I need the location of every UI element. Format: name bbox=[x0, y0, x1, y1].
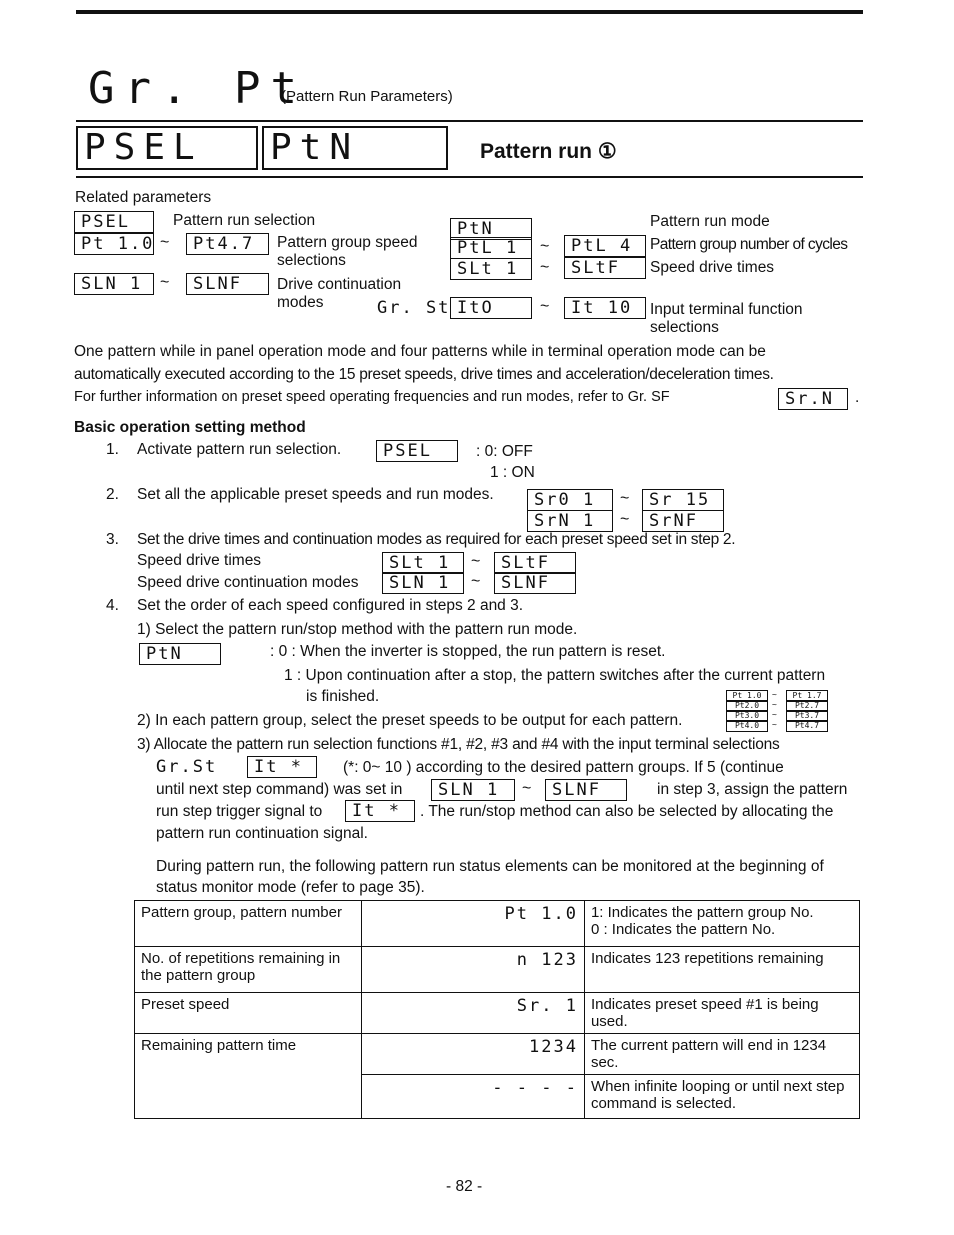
tilde: ~ bbox=[522, 780, 532, 797]
step-4-1-c: is finished. bbox=[306, 688, 380, 705]
table-cell-code: Sr. 1 bbox=[361, 993, 584, 1034]
code-it-star-2: It * bbox=[345, 800, 415, 822]
tilde: ~ bbox=[540, 298, 550, 315]
table-cell-item: Pattern group, pattern number bbox=[135, 901, 362, 947]
code-srn: Sr.N bbox=[778, 388, 848, 410]
table-cell-code: 1234 bbox=[361, 1034, 584, 1075]
code-slt1-step3: SLt 1 bbox=[382, 552, 464, 574]
code-psel: PSEL bbox=[74, 211, 154, 233]
step-1: Activate pattern run selection. bbox=[137, 441, 342, 458]
table-row bbox=[135, 1034, 860, 1075]
code-pt30-small: Pt3.0 bbox=[726, 710, 768, 722]
label-selections-2: selections bbox=[650, 319, 719, 336]
code-slnf: SLNF bbox=[186, 273, 269, 295]
step-1-num: 1. bbox=[106, 441, 119, 458]
step-2: Set all the applicable preset speeds and run modes. bbox=[137, 486, 494, 503]
step-4-num: 4. bbox=[106, 597, 119, 614]
monitor-intro-1: During pattern run, the following pattern run status elements can be monitored at the beginning of bbox=[156, 858, 824, 875]
step-4-1-b: 1 : Upon continuation after a stop, the pattern switches after the current pattern bbox=[284, 667, 826, 684]
label-drive-continuation: Drive continuation bbox=[277, 276, 402, 293]
table-cell-desc: Indicates preset speed #1 is being used. bbox=[584, 993, 859, 1034]
tilde: ~ bbox=[772, 710, 777, 719]
step-4-1: 1) Select the pattern run/stop method with the pattern run mode. bbox=[137, 621, 578, 638]
tilde: ~ bbox=[160, 234, 170, 251]
desc-line: 1: Indicates the pattern group No. bbox=[590, 904, 814, 921]
intro-line-1: One pattern while in panel operation mode and four patterns while in terminal operation mode can be bbox=[74, 343, 766, 360]
step-4-3-b: until next step command) was set in bbox=[156, 781, 403, 798]
tilde: ~ bbox=[540, 238, 550, 255]
tilde: ~ bbox=[471, 553, 481, 570]
table-row bbox=[135, 901, 860, 947]
code-sr15: Sr 15 bbox=[642, 489, 724, 511]
label-input-terminal-function: Input terminal function bbox=[650, 301, 803, 318]
step-4-3-e: . The run/stop method can also be selected by allocating the bbox=[420, 803, 834, 820]
tilde: ~ bbox=[772, 700, 777, 709]
code-sltf: SLtF bbox=[564, 257, 646, 279]
page-number: - 82 - bbox=[446, 1178, 483, 1195]
tilde: ~ bbox=[620, 490, 630, 507]
code-it-star: It * bbox=[247, 756, 317, 778]
code-ptn: PtN bbox=[450, 218, 532, 240]
table-cell-item: Remaining pattern time bbox=[135, 1034, 362, 1119]
param-code-ptn: PtN bbox=[262, 126, 448, 170]
intro-line-3: For further information on preset speed operating frequencies and run modes, refer to Gr. SF bbox=[74, 389, 670, 405]
step-4-3: 3) Allocate the pattern run selection functions #1, #2, #3 and #4 with the input terminal selections bbox=[137, 736, 780, 753]
label-pattern-run-mode: Pattern run mode bbox=[650, 213, 770, 230]
intro-line-2: automatically executed according to the 15 preset speeds, drive times and acceleration/deceleration times. bbox=[74, 366, 774, 383]
step-3a: Speed drive times bbox=[137, 552, 262, 569]
code-slnf-step4: SLNF bbox=[545, 779, 627, 801]
basic-heading: Basic operation setting method bbox=[74, 419, 306, 436]
tilde: ~ bbox=[772, 690, 777, 699]
label-pattern-group-speed: Pattern group speed bbox=[277, 234, 418, 251]
table-cell-code: - - - - bbox=[361, 1075, 584, 1119]
code-pt47-small: Pt4.7 bbox=[786, 720, 828, 732]
code-pt47: Pt4.7 bbox=[186, 233, 269, 255]
code-slt1: SLt 1 bbox=[450, 258, 532, 280]
related-heading: Related parameters bbox=[75, 189, 212, 206]
label-pattern-group-cycles: Pattern group number of cycles bbox=[650, 236, 848, 253]
code-sr01: Sr0 1 bbox=[527, 489, 613, 511]
code-ptl1: PtL 1 bbox=[450, 237, 532, 259]
code-pt37-small: Pt3.7 bbox=[786, 710, 828, 722]
tilde: ~ bbox=[620, 511, 630, 528]
step-3-num: 3. bbox=[106, 531, 119, 548]
pattern-code-grid bbox=[726, 690, 830, 732]
step-4-3-f: pattern run continuation signal. bbox=[156, 825, 368, 842]
code-pt27-small: Pt2.7 bbox=[786, 700, 828, 712]
step-4-3-a: (*: 0~ 10 ) according to the desired pattern groups. If 5 (continue bbox=[343, 759, 784, 776]
monitor-intro-2: status monitor mode (refer to page 35). bbox=[156, 879, 425, 896]
code-ptn-step4: PtN bbox=[139, 643, 221, 665]
step-1-on: 1 : ON bbox=[490, 464, 535, 481]
code-ptl4: PtL 4 bbox=[564, 235, 646, 257]
code-pt10-small: Pt 1.0 bbox=[726, 690, 768, 702]
label-selections-1: selections bbox=[277, 252, 346, 269]
table-cell-desc bbox=[584, 901, 859, 947]
code-pt40-small: Pt4.0 bbox=[726, 720, 768, 732]
tilde: ~ bbox=[160, 274, 170, 291]
code-sln1: SLN 1 bbox=[74, 273, 154, 295]
group-code: Gr. Pt bbox=[88, 63, 307, 114]
param-code-psel: PSEL bbox=[76, 126, 258, 170]
code-pt10: Pt 1.0 bbox=[74, 233, 154, 255]
header-rule bbox=[76, 120, 863, 122]
step-4-3-d: run step trigger signal to bbox=[156, 803, 323, 820]
code-it0: ItO bbox=[450, 297, 532, 319]
step-3b: Speed drive continuation modes bbox=[137, 574, 359, 591]
code-srnf: SrNF bbox=[642, 510, 724, 532]
table-cell-code: Pt 1.0 bbox=[361, 901, 584, 947]
tilde: ~ bbox=[471, 573, 481, 590]
table-row bbox=[135, 947, 860, 993]
step-2-num: 2. bbox=[106, 486, 119, 503]
code-srn1: SrN 1 bbox=[527, 510, 613, 532]
code-pt20-small: Pt2.0 bbox=[726, 700, 768, 712]
table-cell-desc: Indicates 123 repetitions remaining bbox=[584, 947, 859, 993]
code-sln1-step3: SLN 1 bbox=[382, 572, 464, 594]
step-1-off: : 0: OFF bbox=[476, 443, 533, 460]
page-title: Pattern run ① bbox=[480, 140, 617, 163]
tilde: ~ bbox=[540, 259, 550, 276]
code-sltf-step3: SLtF bbox=[494, 552, 576, 574]
table-cell-item: No. of repetitions remaining in the pattern group bbox=[135, 947, 362, 993]
code-pt17-small: Pt 1.7 bbox=[786, 690, 828, 702]
desc-line: 0 : Indicates the pattern No. bbox=[590, 921, 776, 938]
intro-end: . bbox=[855, 389, 860, 406]
label-speed-drive-times: Speed drive times bbox=[650, 259, 775, 276]
prefix-grst: Gr. St bbox=[377, 298, 451, 318]
label-modes: modes bbox=[277, 294, 324, 311]
code-psel-step1: PSEL bbox=[376, 440, 458, 462]
code-it10: It 10 bbox=[564, 297, 646, 319]
code-slnf-step3: SLNF bbox=[494, 572, 576, 594]
table-cell-code: n 123 bbox=[361, 947, 584, 993]
status-monitor-table bbox=[134, 900, 860, 1119]
prefix-grst-step4: Gr.St bbox=[156, 757, 218, 777]
label-pattern-run-selection: Pattern run selection bbox=[173, 212, 316, 229]
step-4-1-a: : 0 : When the inverter is stopped, the run pattern is reset. bbox=[270, 643, 666, 660]
table-cell-item: Preset speed bbox=[135, 993, 362, 1034]
code-sln1-step4: SLN 1 bbox=[431, 779, 515, 801]
step-4-2: 2) In each pattern group, select the preset speeds to be output for each pattern. bbox=[137, 712, 683, 729]
step-4: Set the order of each speed configured in steps 2 and 3. bbox=[137, 597, 524, 614]
title-rule bbox=[76, 176, 863, 178]
table-row bbox=[135, 993, 860, 1034]
table-cell-desc: The current pattern will end in 1234 sec. bbox=[584, 1034, 859, 1075]
tilde: ~ bbox=[772, 720, 777, 729]
group-caption: (Pattern Run Parameters) bbox=[281, 88, 453, 105]
table-cell-desc: When infinite looping or until next step command is selected. bbox=[584, 1075, 859, 1119]
step-3: Set the drive times and continuation modes as required for each preset speed set in step 2. bbox=[137, 531, 736, 548]
step-4-3-c: in step 3, assign the pattern bbox=[657, 781, 848, 798]
top-rule bbox=[76, 10, 863, 14]
